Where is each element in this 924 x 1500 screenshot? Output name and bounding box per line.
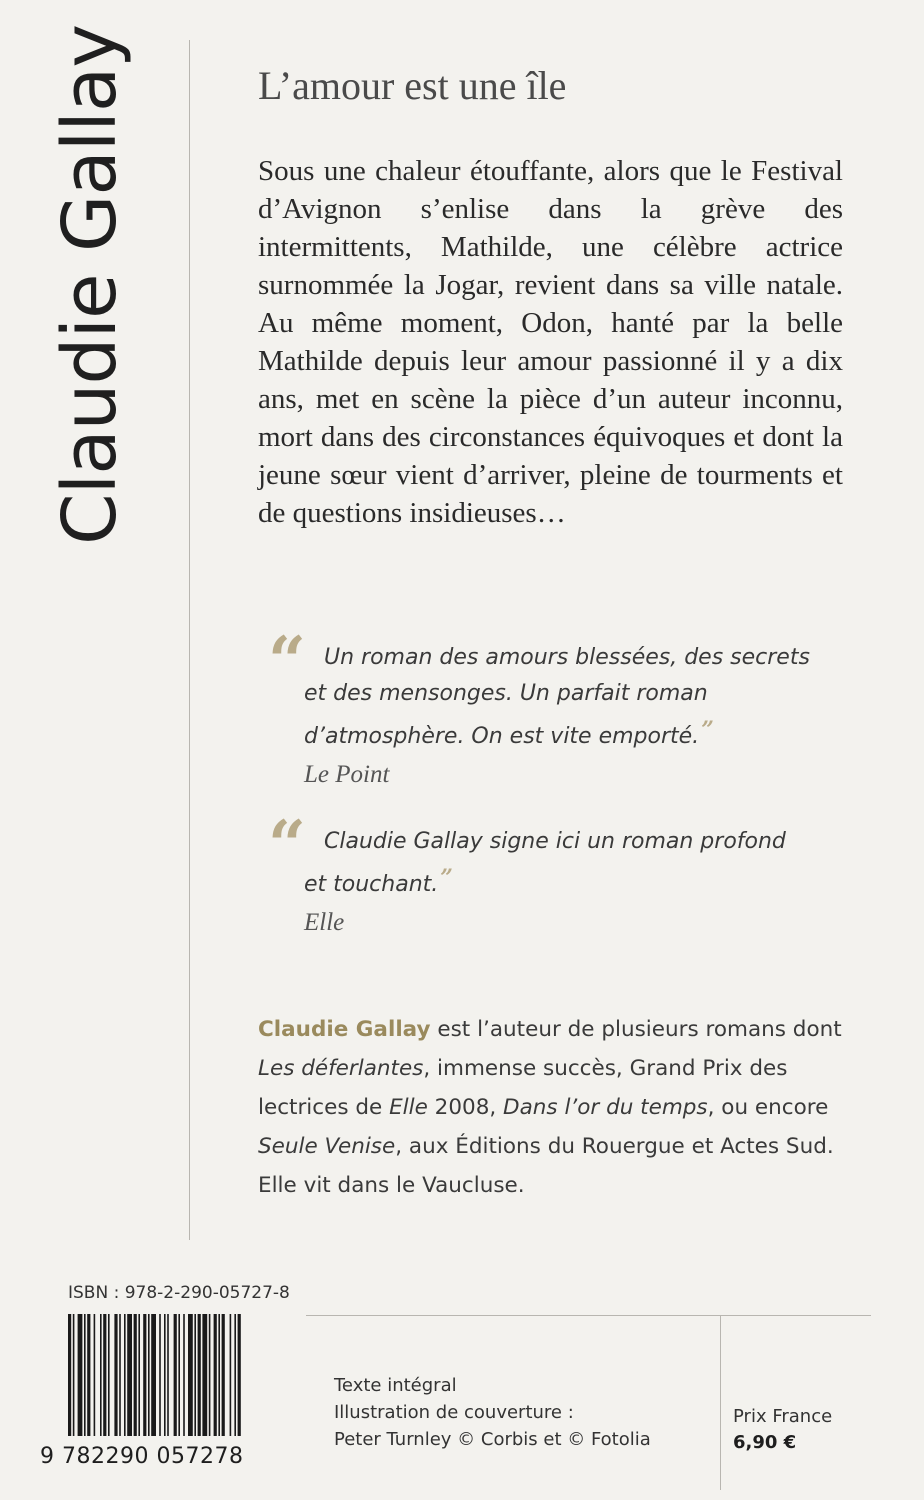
bio-text: , aux Éditions du Rouergue et Actes Sud. Elle vit dans le Vaucluse. xyxy=(258,1134,834,1198)
barcode-bar xyxy=(178,1314,180,1436)
quote-text xyxy=(304,824,828,903)
press-quote-elle xyxy=(268,806,828,937)
barcode-bar xyxy=(78,1314,83,1436)
bio-text: 2008, xyxy=(427,1095,504,1120)
barcode-bar xyxy=(84,1314,86,1436)
vertical-divider xyxy=(189,40,190,1240)
bio-book-title: Les déferlantes xyxy=(258,1056,424,1081)
price-divider xyxy=(720,1315,721,1490)
isbn: ISBN : 978-2-290-05727-8 xyxy=(68,1283,290,1303)
barcode-digits: 9 782290 057278 xyxy=(40,1444,244,1469)
quote-source: Le Point xyxy=(304,761,390,788)
bio-text: , immense succès, Grand Prix des lectrices de xyxy=(258,1056,788,1120)
barcode-bar xyxy=(138,1314,140,1436)
price-label: Prix France xyxy=(733,1406,833,1427)
barcode-bar xyxy=(188,1314,193,1436)
barcode-bar xyxy=(198,1314,201,1436)
barcode-bar xyxy=(68,1314,71,1436)
barcode xyxy=(68,1314,298,1436)
barcode-bar xyxy=(238,1314,241,1436)
barcode-bar xyxy=(222,1314,225,1436)
barcode-bar xyxy=(119,1314,121,1436)
credit-line: Texte intégral xyxy=(334,1375,457,1396)
quote-line-text: d’atmosphère. On est vite emporté. xyxy=(304,724,700,749)
barcode-bar xyxy=(202,1314,207,1436)
horizontal-divider xyxy=(306,1315,871,1316)
quote-line: et des mensonges. Un parfait roman xyxy=(304,681,708,706)
barcode-bar xyxy=(164,1314,166,1436)
barcode-bar xyxy=(100,1314,102,1436)
press-quote-le-point xyxy=(268,622,828,789)
barcode-bar xyxy=(230,1314,232,1436)
barcode-bar xyxy=(94,1314,96,1436)
barcode-bar xyxy=(174,1314,177,1436)
credit-line: Peter Turnley © Corbis et © Fotolia xyxy=(334,1429,651,1450)
barcode-bar xyxy=(124,1314,126,1436)
spine-author xyxy=(30,24,150,546)
barcode-bar xyxy=(183,1314,185,1436)
barcode-bar xyxy=(134,1314,137,1436)
quote-line xyxy=(304,712,828,755)
barcode-bar xyxy=(103,1314,106,1436)
quote-line: Un roman des amours blessées, des secrets xyxy=(324,645,810,670)
close-quote-icon: ” xyxy=(701,717,714,743)
barcode-bar xyxy=(159,1314,161,1436)
quote-line: Claudie Gallay signe ici un roman profond xyxy=(324,829,786,854)
barcode-bar xyxy=(151,1314,156,1436)
quote-line-text: et touchant. xyxy=(304,872,439,897)
barcode-bar xyxy=(167,1314,169,1436)
close-quote-icon: ” xyxy=(440,865,453,891)
author-bio xyxy=(258,1010,843,1205)
quote-text xyxy=(304,640,828,755)
barcode-bar xyxy=(214,1314,217,1436)
barcode-bar xyxy=(218,1314,220,1436)
barcode-bar xyxy=(114,1314,117,1436)
credit-line: Illustration de couverture : xyxy=(334,1402,574,1423)
barcode-bar xyxy=(148,1314,150,1436)
barcode-bar xyxy=(209,1314,211,1436)
bio-book-title: Dans l’or du temps xyxy=(503,1095,708,1120)
bio-magazine: Elle xyxy=(389,1095,428,1120)
credits xyxy=(334,1372,651,1453)
barcode-bar xyxy=(87,1314,90,1436)
quote-line xyxy=(304,860,828,903)
barcode-bar xyxy=(143,1314,146,1436)
barcode-bar xyxy=(194,1314,196,1436)
barcode-bar xyxy=(234,1314,236,1436)
price-value: 6,90 € xyxy=(733,1432,797,1453)
bio-text: est l’auteur de plusieurs romans dont xyxy=(430,1017,842,1042)
bio-text: , ou encore xyxy=(707,1095,829,1120)
open-quote-icon: “ xyxy=(268,622,306,700)
barcode-bar xyxy=(73,1314,75,1436)
open-quote-icon: “ xyxy=(268,806,306,884)
barcode-bar xyxy=(108,1314,110,1436)
price xyxy=(733,1404,832,1456)
author-name-vertical: Claudie Gallay xyxy=(47,24,133,546)
quote-source: Elle xyxy=(304,909,345,936)
barcode-bar xyxy=(127,1314,132,1436)
bio-book-title: Seule Venise xyxy=(258,1134,396,1159)
bio-author-name: Claudie Gallay xyxy=(258,1017,431,1042)
blurb: Sous une chaleur étouffante, alors que le Festival d’Avignon s’enlise dans la grève des intermittents, Mathilde, une célèbre actrice surnommée la Jogar, revient dans sa ville natale. Au même moment, Odon, hanté par la belle Mathilde depuis leur amour passionné il y a dix ans, met en scène la pièce d’un auteur inconnu, mort dans des circonstances équivoques et dont la jeune sœur vient d’arriver, pleine de tourments et de questions insidieuses… xyxy=(258,155,843,529)
book-title: L’amour est une île xyxy=(258,63,567,108)
